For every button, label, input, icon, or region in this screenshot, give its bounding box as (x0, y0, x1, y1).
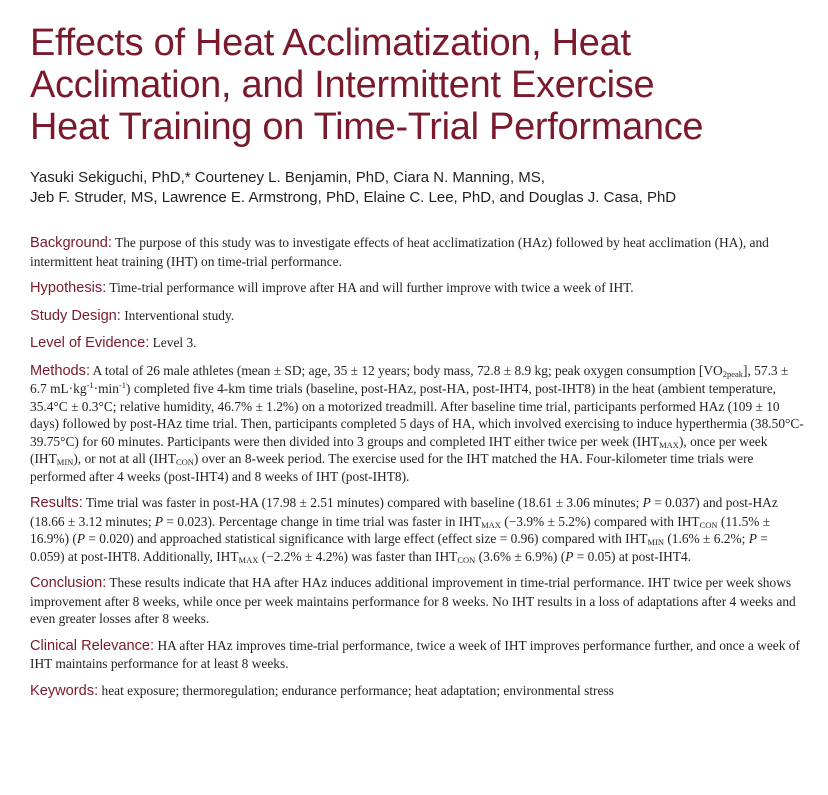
results-text: = 0.020) and approached statistical significance with large effect (effect size = 0.96) compared with IHT (85, 531, 648, 546)
conclusion-text: These results indicate that HA after HAz induces additional improvement in time-trial performance. IHT twice per week shows improvement after 8 weeks, while once per week maintains performance for 8 weeks. No IHT results in a loss of adaptations after 4 weeks and even greater losses after 8 weeks. (30, 575, 796, 626)
methods-text: ) over an 8-week period. The exercise used for the IHT matched the HA. Four-kilometer time trials were performed after 4 weeks (post-IHT4) and 8 weeks of IHT (post-IHT8). (30, 451, 754, 484)
title-line: Acclimation, and Intermittent Exercise (30, 64, 655, 106)
methods-subscript: MIN (56, 457, 74, 467)
background-section (30, 234, 805, 270)
conclusion-section (30, 574, 805, 628)
results-text: (3.6% ± 6.9%) ( (475, 548, 566, 564)
title-line: Effects of Heat Acclimatization, Heat (30, 22, 631, 64)
methods-text: ), once per week (IHT (30, 433, 768, 466)
results-subscript: CON (699, 519, 718, 530)
results-heading: Results: (30, 495, 83, 511)
methods-superscript: -1 (86, 380, 94, 390)
p-value-symbol: P (565, 548, 574, 564)
clinical-relevance-text: HA after HAz improves time-trial performance, twice a week of IHT improves performance further, and once a week of IHT maintains performance for at least 8 weeks. (30, 637, 800, 671)
methods-superscript: -1 (118, 380, 127, 390)
methods-text: A total of 26 male athletes (mean ± SD; age, 35 ± 12 years; body mass, 72.8 ± 8.9 kg; peak oxygen consumption [VO (92, 362, 723, 378)
p-value-symbol: P (76, 531, 86, 546)
author-line: Jeb F. Struder, MS, Lawrence E. Armstrong, PhD, Elaine C. Lee, PhD, and Douglas J. Casa, PhD (30, 189, 677, 206)
results-text: (1.6% ± 6.2%; (664, 531, 749, 546)
results-section (30, 494, 805, 565)
hypothesis-section (30, 279, 805, 298)
methods-text: ·min (93, 381, 119, 396)
level-of-evidence-text: Level 3. (152, 335, 197, 350)
abstract (30, 234, 805, 709)
background-text: The purpose of this study was to investigate effects of heat acclimatization (HAz) followed by heat acclimation (HA), and intermittent heat training (IHT) on time-trial performance. (30, 235, 769, 269)
clinical-relevance-heading: Clinical Relevance: (30, 637, 155, 654)
hypothesis-heading: Hypothesis: (30, 280, 107, 296)
results-text: = 0.023). Percentage change in time trial was faster in IHT (163, 513, 482, 529)
methods-section (30, 362, 805, 486)
p-value-symbol: P (154, 513, 164, 529)
methods-text: ), or not at all (IHT (73, 451, 176, 466)
keywords-section (30, 682, 805, 701)
methods-subscript: 2peak (722, 368, 744, 379)
results-text: = 0.037) and post-HAz (18.66 ± 3.12 minutes; (30, 495, 778, 529)
results-subscript: MIN (647, 537, 664, 547)
p-value-symbol: P (748, 531, 757, 546)
keywords-heading: Keywords: (30, 682, 99, 699)
study-design-section (30, 307, 805, 326)
methods-text: ) completed five 4-km time trials (baseline, post-HAz, post-HA, post-IHT4, post-IHT8) in the heat (ambient temperature, 35.4°C ± 0.3°C; relative humidity, 46.7% ± 1.2%) on a motorized treadmill. After baseline time trial, participants performed HAz (109 ± 10 days) followed by post-HAz time trial. Then, participants completed 5 days of HA, which involved exercising to induce hyperthermia (38.50°C-39.75°C) for 60 minutes. Participants were then divided into 3 groups and completed IHT either twice per week (IHT (30, 381, 804, 449)
results-text: = 0.05) at post-IHT4. (573, 548, 692, 564)
title-line: Heat Training on Time-Trial Performance (30, 106, 704, 148)
methods-subscript: CON (175, 457, 194, 467)
clinical-relevance-section (30, 637, 805, 673)
results-text: (−2.2% ± 4.2%) was faster than IHT (258, 548, 458, 564)
p-value-symbol: P (642, 495, 651, 510)
level-of-evidence-heading: Level of Evidence: (30, 335, 150, 351)
results-text: (11.5% ± 16.9%) ( (30, 513, 771, 546)
background-heading: Background: (30, 235, 112, 251)
keywords-text: heat exposure; thermoregulation; endurance performance; heat adaptation; environmental stress (101, 682, 614, 698)
results-subscript: MAX (481, 519, 501, 530)
level-of-evidence-section (30, 334, 805, 353)
results-subscript: CON (457, 554, 476, 565)
author-list (30, 168, 820, 208)
study-design-heading: Study Design: (30, 307, 121, 324)
methods-heading: Methods: (30, 362, 91, 379)
article-title (30, 22, 810, 148)
author-line: Yasuki Sekiguchi, PhD,* Courteney L. Benjamin, PhD, Ciara N. Manning, MS, (30, 169, 545, 186)
conclusion-heading: Conclusion: (30, 575, 107, 591)
results-text: = 0.059) at post-IHT8. Additionally, IHT (30, 531, 768, 564)
results-text: (−3.9% ± 5.2%) compared with IHT (500, 513, 700, 529)
methods-subscript: MAX (659, 439, 679, 450)
methods-text: ], 57.3 ± 6.7 mL·kg (30, 362, 789, 396)
results-subscript: MAX (238, 554, 259, 565)
study-design-text: Interventional study. (124, 307, 235, 323)
results-text: Time trial was faster in post-HA (17.98 ± 2.51 minutes) compared with baseline (18.61 ± 3.06 minutes; (85, 495, 643, 510)
hypothesis-text: Time-trial performance will improve after HA and will further improve with twice a week of IHT. (109, 280, 634, 295)
